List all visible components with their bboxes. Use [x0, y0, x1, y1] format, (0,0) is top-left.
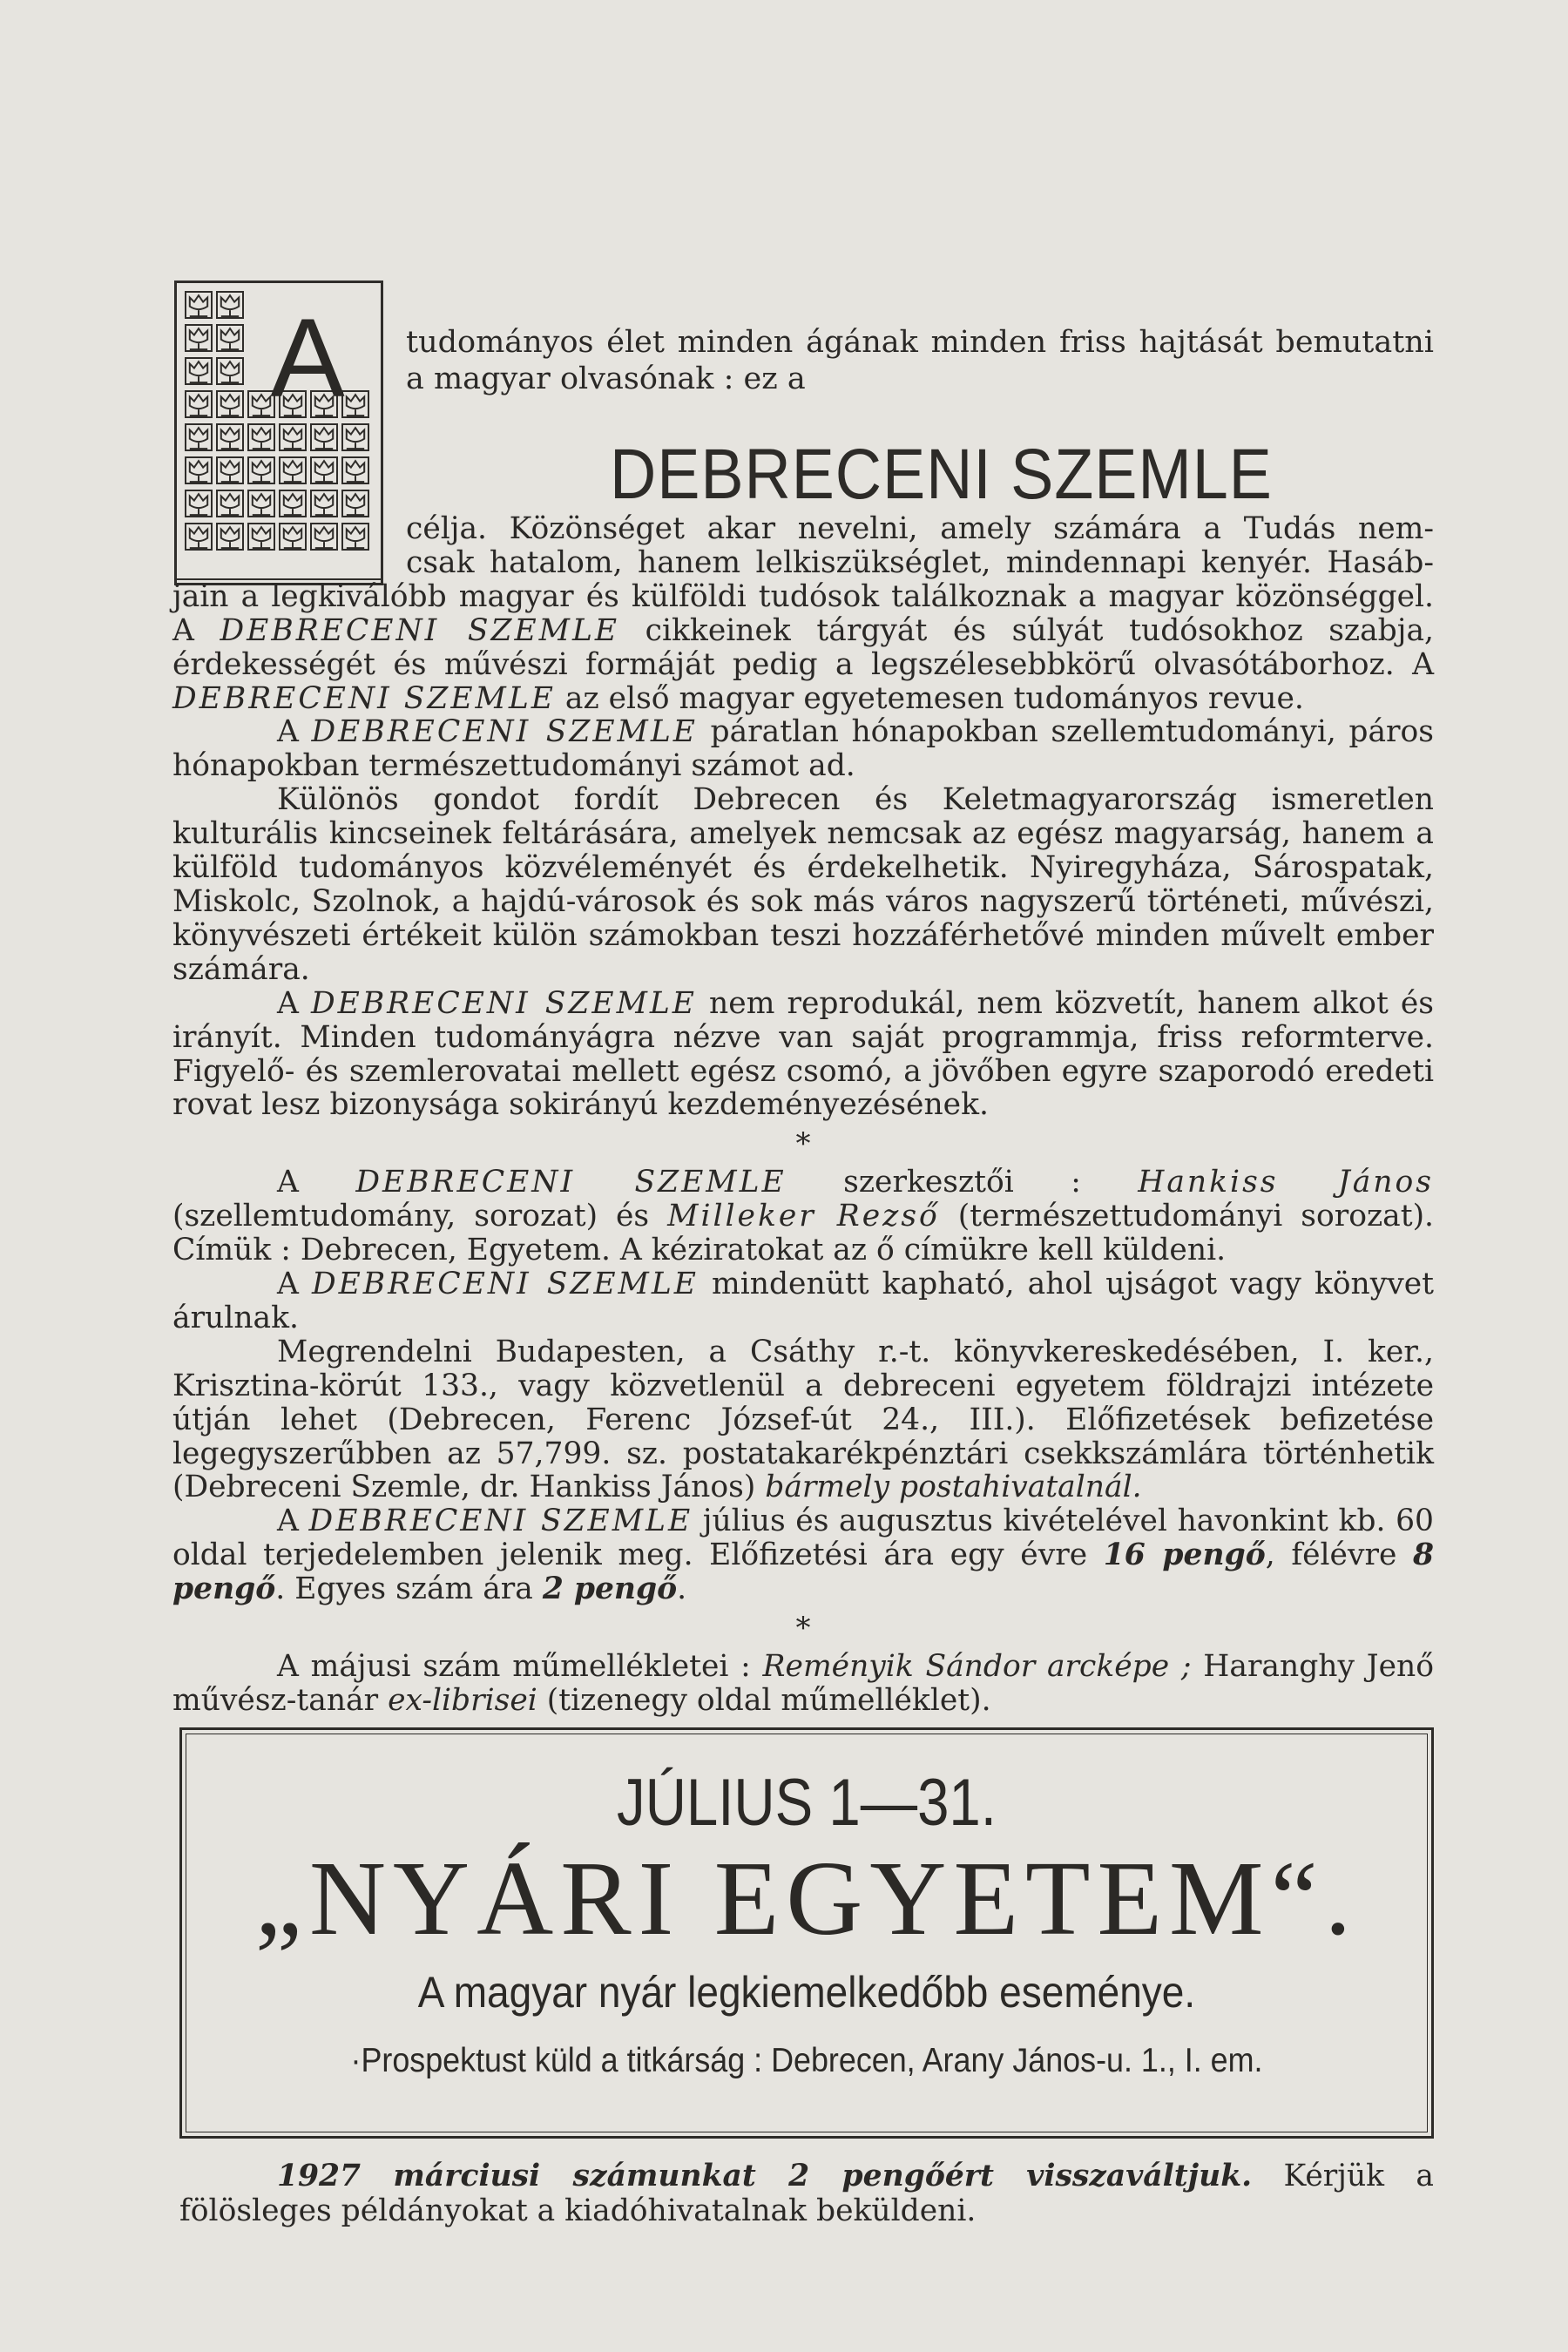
paragraph-supplements: A májusi szám műmellékletei : Reményik Sándor arcképe ; Haranghy Jenő művész-tanár ex-librisei (tizenegy oldal műmelléklet).	[172, 1649, 1434, 1718]
wrap-line-1: célja. Közönséget akar nevelni, amely számára a Tudás nem-	[406, 511, 1434, 546]
wrapped-lines	[172, 512, 1434, 580]
paragraph-4: A DEBRECENI SZEMLE nem reprodukál, nem közvetít, hanem alkot és irányít. Minden tudományágra nézve van saját programmja, friss reformterve. Figyelő- és szemlerovatai mellett egész csomó, a jövőben egyre szaporodó eredeti rovat lesz bizonysága sokirányú kezdeményezésének.	[172, 985, 1434, 1123]
ad-title: „NYÁRI EGYETEM“.	[254, 1840, 1359, 1957]
ad-prospect-address: ·Prospektust küld a titkárság : Debrecen, Arany János-u. 1., I. em.	[350, 2042, 1263, 2079]
paragraph-availability: A DEBRECENI SZEMLE mindenütt kapható, ahol ujságot vagy könyvet árulnak.	[172, 1267, 1434, 1335]
masthead-title: DEBRECENI SZEMLE	[610, 435, 1273, 514]
section-divider-star-2: *	[795, 1611, 811, 1646]
paragraph-pricing: A DEBRECENI SZEMLE július és augusztus kivételével havonkint kb. 60 oldal terjedelemben jelenik meg. Előfizetési ára egy évre 16 pengő, félévre 8 pengő. Egyes szám ára 2 pengő.	[172, 1504, 1435, 1607]
footer-notice	[179, 2159, 1434, 2228]
section-divider-star: *	[795, 1126, 811, 1162]
ad-subtitle: A magyar nyár legkiemelkedőbb eseménye.	[417, 1968, 1196, 2017]
initial-letter: A	[270, 296, 345, 421]
body-text	[172, 512, 1434, 1718]
intro-text: tudományos élet minden ágának minden friss hajtását bemutatni a magyar olvasónak : ez a	[406, 325, 1434, 396]
paragraph-2: A DEBRECENI SZEMLE páratlan hónapokban szellemtudományi, páros hónapokban természettudományi számot ad.	[172, 714, 1435, 784]
wrap-line-2: csak hatalom, hanem lelkiszükséglet, mindennapi kenyér. Hasáb-	[406, 544, 1434, 580]
paragraph-1: jain a legkiválóbb magyar és külföldi tudósok találkoznak a magyar közönséggel. A DEBRECENI SZEMLE cikkeinek tárgyát és súlyát tudósokhoz szabja, érdekességét és művészi formáját pedig a legszélesebbkörű olvasótáborhoz. A DEBRECENI SZEMLE az első magyar egyetemesen tudományos revue.	[172, 578, 1434, 716]
ad-date: JÚLIUS 1—31.	[617, 1766, 997, 1840]
summer-university-ad	[179, 1727, 1434, 2139]
paragraph-editors: A DEBRECENI SZEMLE szerkesztői : Hankiss János (szellemtudomány, sorozat) és Milleker Rezső (természettudományi sorozat). Címük : Debrecen, Egyetem. A kéziratokat az ő címükre kell küldeni.	[172, 1165, 1435, 1268]
paragraph-ordering: Megrendelni Budapesten, a Csáthy r.-t. könyvkereskedésében, I. ker., Krisztina-körút 133., vagy közvetlenül a debreceni egyetem földrajzi intézete útján lehet (Debrecen, Ferenc József-út 24., III.). Előfizetések befizetése legegyszerűbben az 57,799. sz. postatakarékpénztári csekkszámlára történhetik (Debreceni Szemle, dr. Hankiss János) bármely postahivatalnál.	[172, 1334, 1434, 1505]
footer-text: 1927 márciusi számunkat 2 pengőért visszaváltjuk. Kérjük a fölösleges példányokat a kiadóhivatalnak beküldeni.	[179, 2159, 1434, 2228]
paragraph-3: Különös gondot fordít Debrecen és Keletmagyarország ismeretlen kulturális kincseinek feltárására, amelyek nemcsak az egész magyarság, hanem a külföld tudományos közvéleményét és érdekelhetik. Nyiregyháza, Sárospatak, Miskolc, Szolnok, a hajdú-városok és sok más város nagyszerű történeti, művészi, könyvészeti értékeit külön számokban teszi hozzáférhetővé minden művelt ember számára.	[172, 782, 1434, 987]
